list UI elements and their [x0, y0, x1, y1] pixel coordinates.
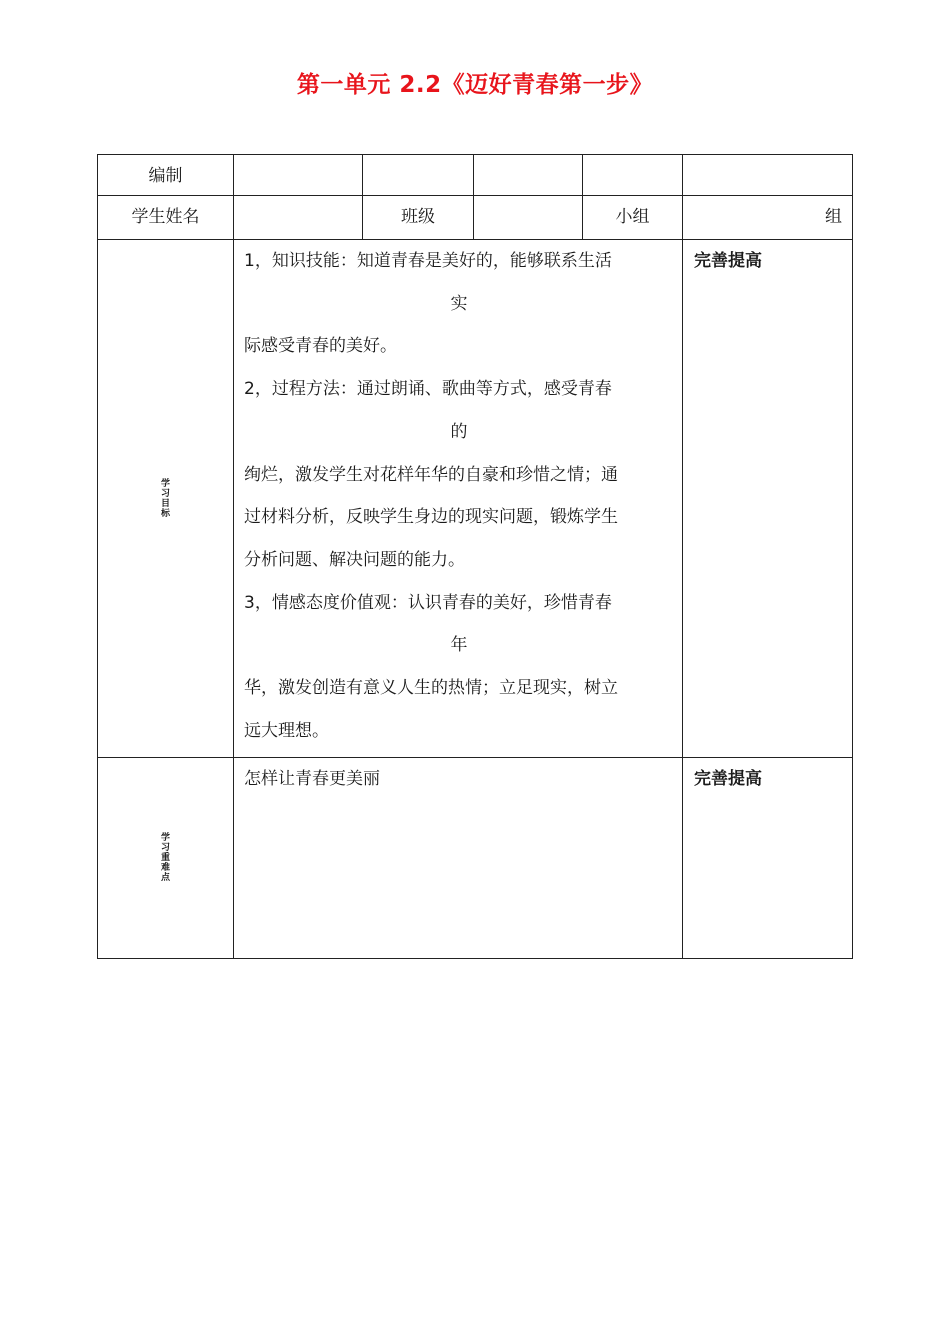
goal-line: 华，激发创造有意义人生的热情；立足现实，树立	[244, 678, 618, 699]
compile-label-cell	[98, 155, 234, 196]
class-label: 班级	[401, 207, 435, 227]
student-name-label: 学生姓名	[131, 207, 200, 227]
goal-line: 2，过程方法：通过朗诵、歌曲等方式，感受青春	[244, 379, 612, 400]
table-row	[98, 155, 853, 196]
page-title: 第一单元 2.2《迈好青春第一步》	[296, 72, 654, 98]
student-name-value-cell[interactable]	[234, 196, 363, 240]
class-value-cell[interactable]	[474, 196, 583, 240]
table-row	[98, 196, 853, 240]
group-suffix: 组	[825, 207, 842, 227]
key-points-label: 学习重难点	[160, 833, 170, 883]
goal-line: 年	[450, 635, 468, 656]
key-points-improve-cell[interactable]	[683, 758, 853, 959]
goals-content	[234, 240, 682, 752]
goals-label: 学习目标	[160, 478, 170, 519]
key-points-improve-label: 完善提高	[694, 769, 762, 789]
blank-cell[interactable]	[474, 155, 583, 196]
goal-line: 3，情感态度价值观：认识青春的美好，珍惜青春	[244, 592, 612, 613]
goal-line: 远大理想。	[244, 720, 329, 741]
goal-line: 分析问题、解决问题的能力。	[244, 549, 465, 570]
table-row-goals	[98, 240, 853, 758]
goals-improve-cell[interactable]	[683, 240, 853, 758]
key-points-text: 怎样让青春更美丽	[244, 769, 380, 789]
blank-cell[interactable]	[683, 155, 853, 196]
study-plan-table	[97, 154, 853, 959]
group-label-cell	[583, 196, 683, 240]
blank-cell[interactable]	[363, 155, 474, 196]
table-row-key-points	[98, 758, 853, 959]
goal-line: 际感受青春的美好。	[244, 336, 397, 357]
blank-cell[interactable]	[583, 155, 683, 196]
goal-line: 绚烂，激发学生对花样年华的自豪和珍惜之情；通	[244, 464, 618, 485]
goals-content-cell	[234, 240, 683, 758]
goal-line: 1，知识技能：知道青春是美好的，能够联系生活	[244, 251, 612, 271]
compile-value-cell[interactable]	[234, 155, 363, 196]
key-points-label-cell	[98, 758, 234, 959]
student-name-label-cell	[98, 196, 234, 240]
goals-improve-label: 完善提高	[694, 251, 762, 271]
goals-label-cell	[98, 240, 234, 758]
group-label: 小组	[615, 207, 650, 227]
compile-label: 编制	[148, 166, 183, 186]
goal-line: 的	[450, 421, 468, 442]
group-value-cell[interactable]	[683, 196, 853, 240]
key-points-content-cell	[234, 758, 683, 959]
goal-line: 实	[450, 293, 468, 314]
class-label-cell	[363, 196, 474, 240]
goal-line: 过材料分析，反映学生身边的现实问题，锻炼学生	[244, 507, 618, 528]
